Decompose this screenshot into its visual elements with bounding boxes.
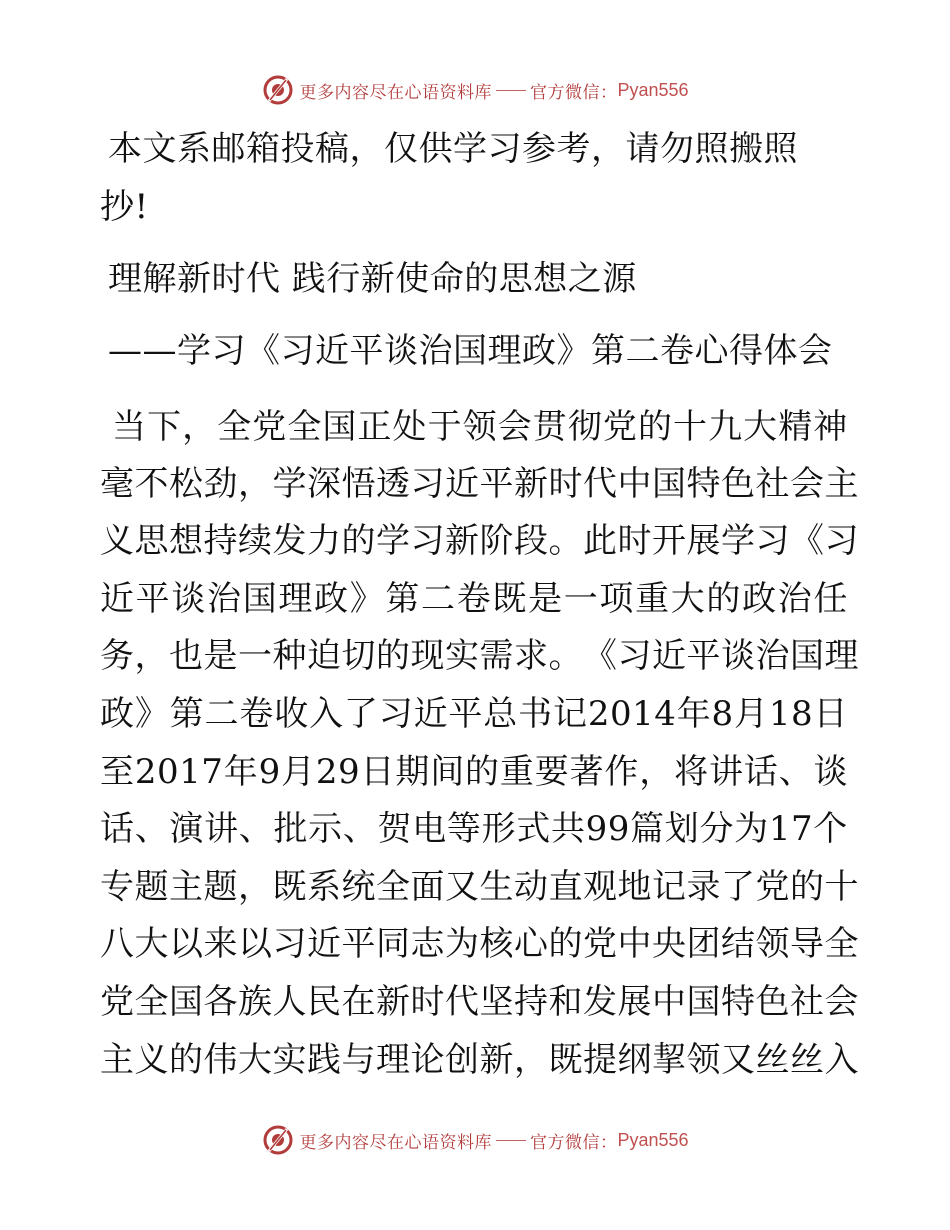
- page-title: 理解新时代 践行新使命的思想之源: [108, 259, 637, 299]
- watermark-separator: [496, 90, 526, 91]
- body-line: 话 、 演 讲 、 批 示 、 贺 电 等 形 式 共 99 篇 划 分 为 17 个: [100, 809, 848, 849]
- pen-circle-logo-icon: [261, 73, 295, 107]
- watermark-label: 官方微信：: [529, 82, 618, 103]
- body-line: 毫 不 松 劲 ， 学 深 悟 透 习 近 平 新 时 代 中 国 特 色 社 会 主: [100, 464, 859, 504]
- watermark-id: Pyan556: [617, 1129, 689, 1150]
- body-line: 党 全 国 各 族 人 民 在 新 时 代 坚 持 和 发 展 中 国 特 色 社 会: [100, 982, 859, 1022]
- watermark-text: 更多内容尽在心语资料库: [299, 1132, 492, 1153]
- body-line: 主 义 的 伟 大 实 践 与 理 论 创 新 ， 既 提 纲 挈 领 又 丝 丝 入: [100, 1040, 859, 1080]
- pen-circle-logo-icon: [261, 1123, 295, 1157]
- watermark-separator: [496, 1140, 526, 1141]
- body-line: 八 大 以 来 以 习 近 平 同 志 为 核 心 的 党 中 央 团 结 领 导 全: [100, 924, 859, 964]
- header-watermark: [0, 72, 950, 108]
- footer-watermark: [0, 1122, 950, 1158]
- body-line: 近 平 谈 治 国 理 政 》 第 二 卷 既 是 一 项 重 大 的 政 治 任: [100, 579, 848, 619]
- notice-line-2: 抄!: [100, 187, 149, 227]
- body-line: 至 2017 年 9 月 29 日 期 间 的 重 要 著 作 ， 将 讲 话 、 谈: [100, 752, 848, 792]
- body-line: 政 》 第 二 卷 收 入 了 习 近 平 总 书 记 2014 年 8 月 18 日: [100, 694, 848, 734]
- watermark-text: 更多内容尽在心语资料库: [299, 82, 492, 103]
- watermark-id: Pyan556: [617, 79, 689, 100]
- body-line: 专 题 主 题 ， 既 系 统 全 面 又 生 动 直 观 地 记 录 了 党 的 十: [100, 867, 859, 907]
- notice-line-1: 本文系邮箱投稿，仅供学习参考，请勿照搬照: [108, 129, 798, 169]
- page-subtitle: ——学习《习近平谈治国理政》第二卷心得体会: [108, 331, 833, 371]
- body-line: 务 ， 也 是 一 种 迫 切 的 现 实 需 求 。 《 习 近 平 谈 治 国 理: [100, 636, 859, 676]
- body-line: 义 思 想 持 续 发 力 的 学 习 新 阶 段 。 此 时 开 展 学 习 《 习: [100, 521, 859, 561]
- body-line: 当 下 ， 全 党 全 国 正 处 于 领 会 贯 彻 党 的 十 九 大 精 神: [112, 407, 848, 447]
- watermark-label: 官方微信：: [529, 1132, 618, 1153]
